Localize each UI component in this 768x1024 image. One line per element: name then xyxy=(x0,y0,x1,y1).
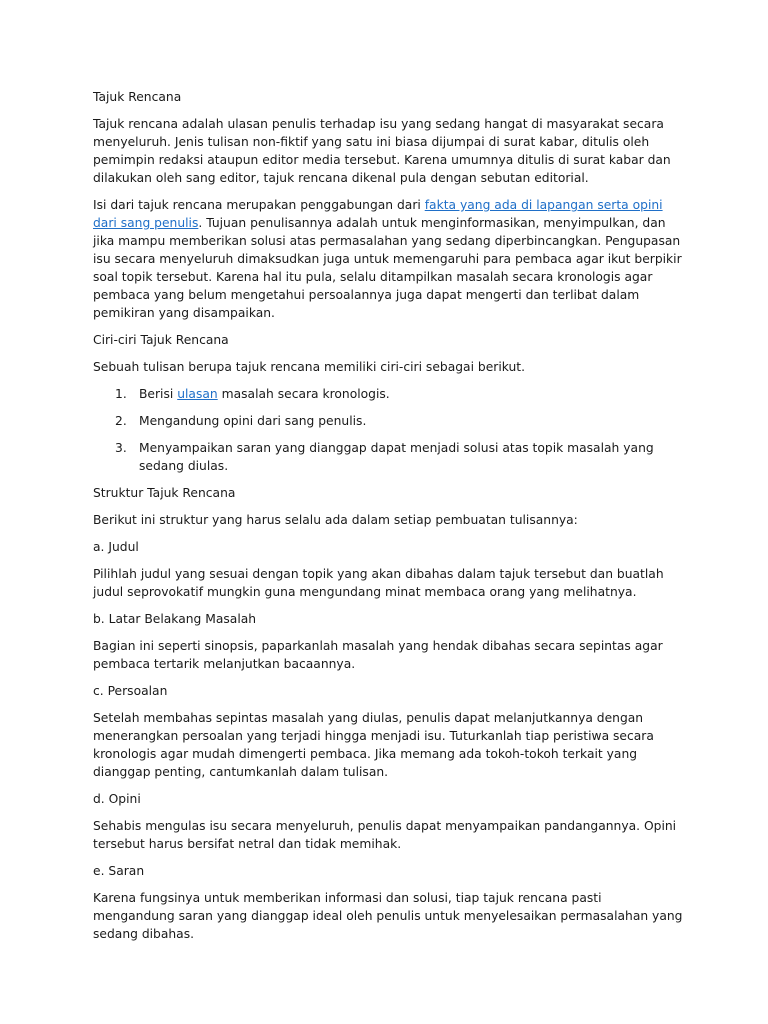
intro-paragraph: Tajuk rencana adalah ulasan penulis terhadap isu yang sedang hangat di masyarakat secara menyeluruh. Jenis tulisan non-fiktif yang satu ini biasa dijumpai di surat kabar, ditulis oleh pemimpin redaksi ataupun editor media tersebut. Karena umumnya ditulis di surat kabar dan dilakukan oleh sang editor, tajuk rencana dikenal pula dengan sebutan editorial. xyxy=(93,117,671,185)
ciri-heading: Ciri-ciri Tajuk Rencana xyxy=(93,333,229,347)
section-body-judul: Pilihlah judul yang sesuai dengan topik yang akan dibahas dalam tajuk tersebut dan buatlah judul seprovokatif mungkin guna mengundang minat membaca orang yang melihatnya. xyxy=(93,567,664,599)
isi-paragraph xyxy=(93,196,683,322)
ciri-list xyxy=(93,385,683,475)
ulasan-link[interactable]: ulasan xyxy=(177,387,218,401)
document-title: Tajuk Rencana xyxy=(93,90,182,104)
struktur-heading: Struktur Tajuk Rencana xyxy=(93,486,236,500)
section-body-persoalan: Setelah membahas sepintas masalah yang diulas, penulis dapat melanjutkannya dengan menerangkan persoalan yang terjadi hingga menjadi isu. Tuturkanlah tiap peristiwa secara kronologis agar mudah dimengerti pembaca. Jika memang ada tokoh-tokoh terkait yang dianggap penting, cantumkanlah dalam tulisan. xyxy=(93,711,654,779)
list-item xyxy=(93,412,683,430)
list-item-text: Mengandung opini dari sang penulis. xyxy=(139,414,367,428)
document-page xyxy=(93,88,683,952)
list-number: 2. xyxy=(115,414,127,428)
isi-text-before: Isi dari tajuk rencana merupakan penggabungan dari xyxy=(93,198,425,212)
list-item-text: Menyampaikan saran yang dianggap dapat menjadi solusi atas topik masalah yang sedang diulas. xyxy=(139,441,654,473)
list-number: 3. xyxy=(115,441,127,455)
section-heading-persoalan: c. Persoalan xyxy=(93,684,168,698)
section-body-opini: Sehabis mengulas isu secara menyeluruh, penulis dapat menyampaikan pandangannya. Opini tersebut harus bersifat netral dan tidak memihak. xyxy=(93,819,677,851)
list-item-text-before: Berisi xyxy=(139,387,178,401)
list-item xyxy=(93,385,683,403)
ciri-intro: Sebuah tulisan berupa tajuk rencana memiliki ciri-ciri sebagai berikut. xyxy=(93,360,525,374)
section-body-latar-belakang: Bagian ini seperti sinopsis, paparkanlah masalah yang hendak dibahas secara sepintas agar pembaca tertarik melanjutkan bacaannya. xyxy=(93,639,663,671)
section-heading-judul: a. Judul xyxy=(93,540,139,554)
section-heading-opini: d. Opini xyxy=(93,792,141,806)
struktur-intro: Berikut ini struktur yang harus selalu ada dalam setiap pembuatan tulisannya: xyxy=(93,513,578,527)
section-heading-saran: e. Saran xyxy=(93,864,145,878)
fakta-opini-link[interactable]: fakta yang ada di lapangan serta opini dari sang penulis xyxy=(93,198,663,230)
section-heading-latar-belakang: b. Latar Belakang Masalah xyxy=(93,612,257,626)
list-number: 1. xyxy=(115,387,127,401)
isi-text-after: . Tujuan penulisannya adalah untuk menginformasikan, menyimpulkan, dan jika mampu memberikan solusi atas permasalahan yang sedang diperbincangkan. Pengupasan isu secara menyeluruh dimaksudkan juga untuk memengaruhi para pembaca agar ikut berpikir soal topik tersebut. Karena hal itu pula, selalu ditampilkan masalah secara kronologis agar pembaca yang belum mengetahui persoalannya juga dapat mengerti dan terlibat dalam pemikiran yang disampaikan. xyxy=(93,216,682,320)
list-item xyxy=(93,439,683,475)
list-item-text-after: masalah secara kronologis. xyxy=(217,387,390,401)
section-body-saran: Karena fungsinya untuk memberikan informasi dan solusi, tiap tajuk rencana pasti mengandung saran yang dianggap ideal oleh penulis untuk menyelesaikan permasalahan yang sedang dibahas. xyxy=(93,891,683,941)
